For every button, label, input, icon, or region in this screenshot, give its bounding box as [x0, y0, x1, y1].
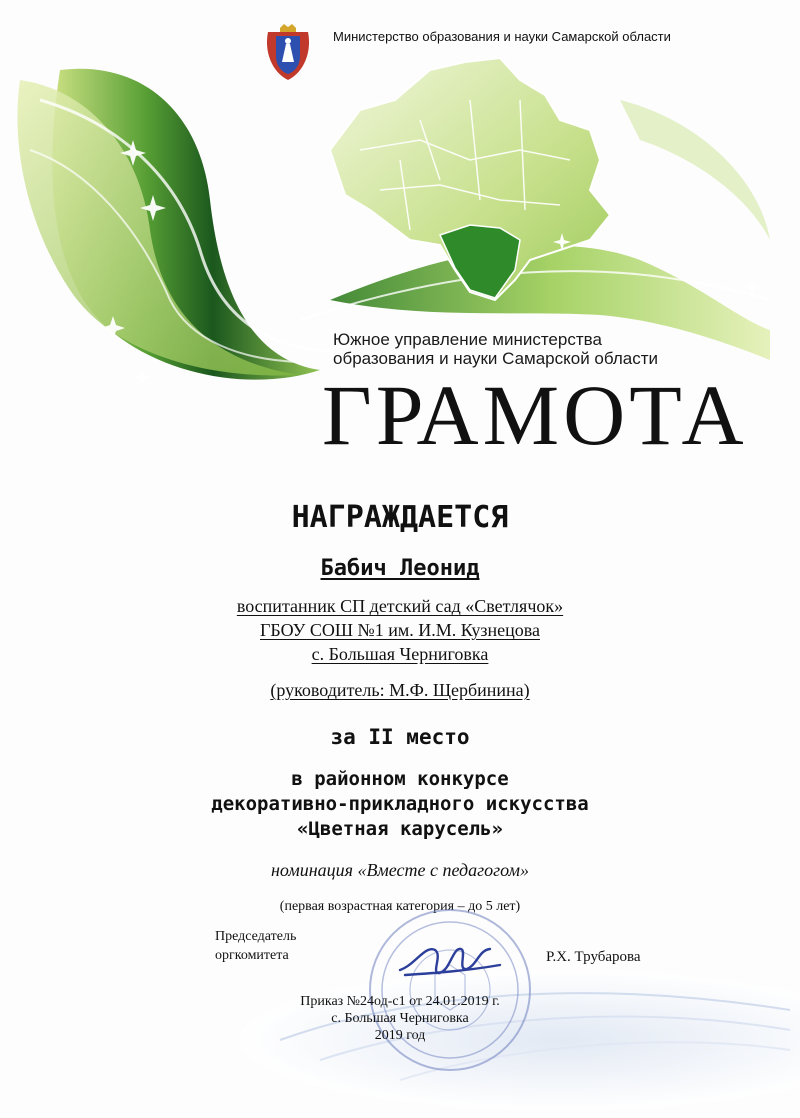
place-line: за II место: [330, 725, 470, 749]
ministry-header: Министерство образования и науки Самарской области: [333, 29, 671, 44]
signatory-title-line-2: оргкомитета: [215, 948, 289, 963]
nomination-line: номинация «Вместе с педагогом»: [271, 860, 529, 880]
order-year: 2019 год: [374, 1028, 426, 1043]
supervisor-line: (руководитель: М.Ф. Щербинина): [270, 680, 530, 700]
signatory-title-line-1: Председатель: [215, 929, 297, 944]
order-place: с. Большая Черниговка: [331, 1011, 469, 1026]
chairman-signature: [395, 935, 505, 985]
order-line: Приказ №24од-с1 от 24.01.2019 г.: [300, 994, 500, 1009]
recipient-name: Бабич Леонид: [320, 556, 480, 581]
department-line-1: Южное управление министерства: [333, 330, 602, 349]
age-category-line: (первая возрастная категория – до 5 лет): [279, 899, 521, 914]
certificate-title: ГРАМОТА: [322, 367, 748, 463]
official-stamp: [365, 905, 535, 1075]
contest-line-2: декоративно-прикладного искусства: [211, 793, 589, 815]
coat-of-arms-emblem: [262, 22, 314, 82]
affiliation-line-1: воспитанник СП детский сад «Светлячок»: [236, 596, 564, 616]
awarded-label: НАГРАЖДАЕТСЯ: [291, 500, 509, 535]
department-line-2: образования и науки Самарской области: [333, 349, 659, 368]
affiliation-line-2: ГБОУ СОШ №1 им. И.М. Кузнецова: [260, 620, 540, 640]
contest-line-3: «Цветная карусель»: [297, 818, 503, 840]
contest-line-1: в районном конкурсе: [291, 768, 509, 790]
affiliation-line-3: с. Большая Черниговка: [311, 644, 489, 664]
signatory-name: Р.Х. Трубарова: [546, 949, 641, 965]
